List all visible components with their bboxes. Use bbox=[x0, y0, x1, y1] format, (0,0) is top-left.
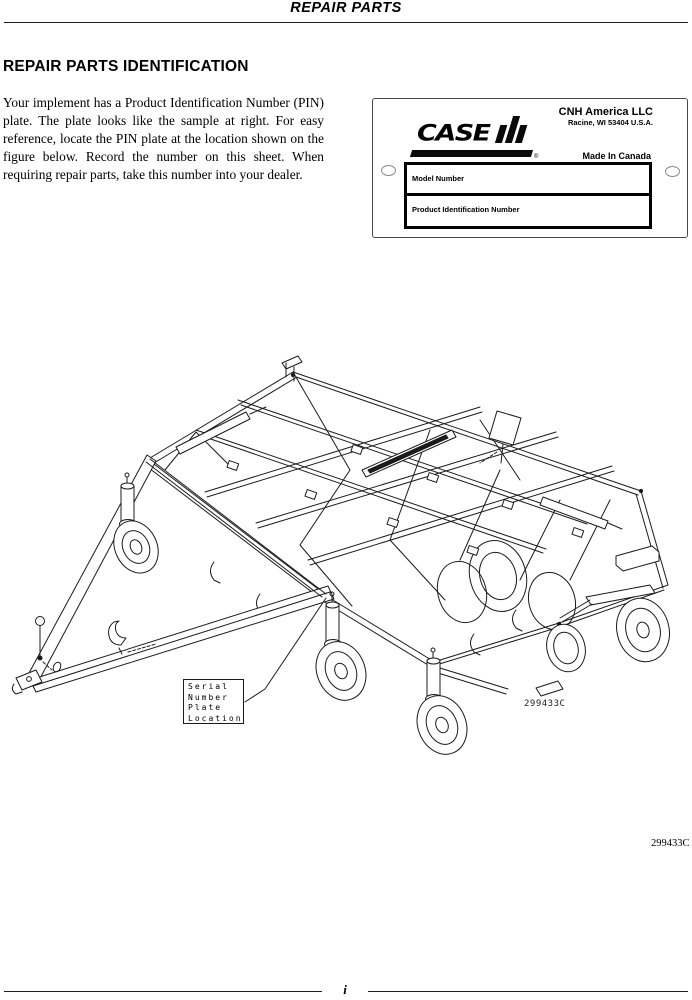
plate-company-name: CNH America LLC bbox=[558, 106, 653, 118]
hydraulic-cylinders bbox=[176, 407, 622, 529]
model-number-field bbox=[407, 165, 649, 196]
page-header-title: REPAIR PARTS bbox=[290, 0, 402, 16]
footer-rule-left bbox=[4, 991, 322, 992]
ih-bars-icon bbox=[495, 116, 530, 143]
rear-wheels bbox=[541, 585, 676, 676]
logo-underline bbox=[410, 150, 533, 157]
caster-wheel-center bbox=[308, 592, 375, 708]
figure-code: 299433C bbox=[524, 699, 566, 709]
inner-transport-tires bbox=[430, 534, 582, 636]
pin-label: Product Identification Number bbox=[412, 205, 520, 214]
pin-plate-sample bbox=[372, 98, 688, 238]
section-heading: REPAIR PARTS IDENTIFICATION bbox=[3, 58, 249, 75]
callout-line: Serial bbox=[188, 682, 229, 691]
mounting-hole-right bbox=[665, 166, 680, 177]
reference-code: 299433C bbox=[651, 838, 690, 849]
serial-plate-callout bbox=[183, 679, 244, 724]
reflector-flag-icon bbox=[489, 411, 521, 445]
implement-line-art bbox=[0, 250, 692, 950]
plate-company-address: Racine, WI 53404 U.S.A. bbox=[567, 118, 653, 127]
mounting-hole-left bbox=[381, 165, 396, 176]
header-rule bbox=[4, 22, 688, 23]
callout-line: Plate bbox=[188, 703, 223, 712]
body-paragraph: Your implement has a Product Identification Number (PIN) plate. The plate looks like the sample at right. For easy reference, locate the PIN plate at the location shown on the figure below. Record the number on this sheet. When requiring repair parts, take this number into your dealer. bbox=[3, 95, 324, 182]
footer-rule-right bbox=[368, 991, 688, 992]
plate-origin-text: Made In Canada bbox=[582, 151, 651, 161]
registered-trademark-symbol: ® bbox=[534, 154, 539, 160]
pin-field bbox=[407, 196, 649, 224]
callout-line: Number bbox=[188, 692, 229, 702]
model-number-label: Model Number bbox=[412, 174, 465, 183]
plate-fields-box bbox=[404, 162, 652, 229]
page-number: i bbox=[343, 982, 347, 997]
case-wordmark: CASE bbox=[417, 121, 490, 147]
callout-line: Location bbox=[188, 713, 243, 723]
case-ih-logo bbox=[411, 121, 545, 161]
caster-wheel-right bbox=[409, 648, 508, 762]
